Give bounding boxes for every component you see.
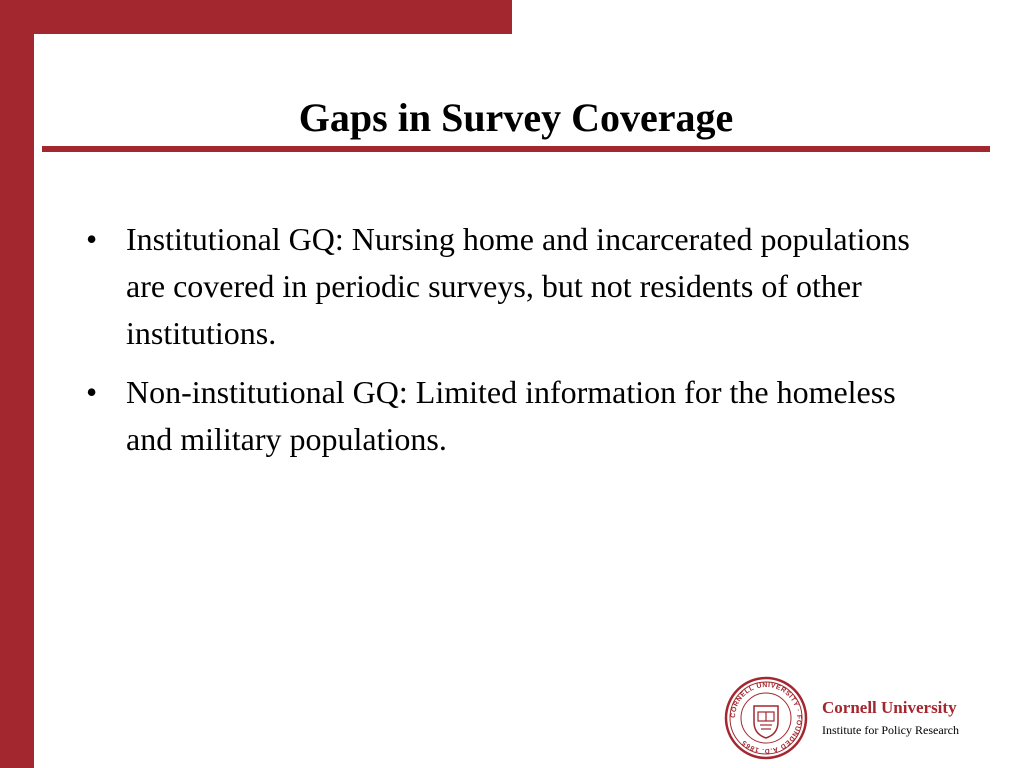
logo-org-unit: Institute for Policy Research: [822, 723, 959, 737]
bullet-marker: •: [86, 374, 98, 410]
bullet-item: [80, 369, 940, 463]
top-accent-bar: [0, 0, 512, 34]
logo-org-name: Cornell University: [822, 698, 957, 717]
slide-title: Gaps in Survey Coverage: [298, 95, 734, 140]
left-accent-bar: [0, 0, 34, 768]
bullet-item: [80, 216, 940, 357]
bullet-list: [80, 216, 940, 475]
bullet-text: Non-institutional GQ: Limited information for the homeless and military populations.: [126, 374, 896, 457]
bullet-marker: •: [86, 221, 98, 257]
cornell-seal-icon: [724, 676, 808, 760]
bullet-text: Institutional GQ: Nursing home and incarcerated populations are covered in periodic surveys, but not residents of other institutions.: [126, 221, 910, 351]
cornell-logo: [724, 676, 1014, 760]
seal-ring-text: CORNELL UNIVERSITY · FOUNDED A.D. 1865: [729, 681, 803, 755]
title-divider: [42, 146, 990, 152]
